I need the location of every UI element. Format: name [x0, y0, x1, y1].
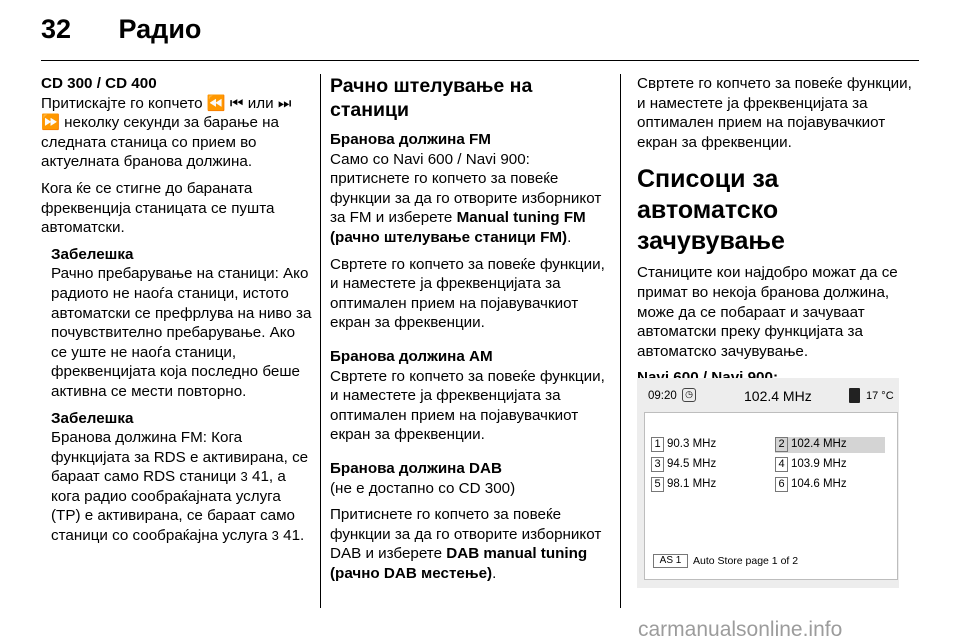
clock-icon: ◷	[682, 388, 696, 402]
page-title: Радио	[118, 14, 202, 44]
page-ref-arrow-icon[interactable]: 3	[240, 469, 248, 485]
page-ref-arrow-icon[interactable]: 3	[271, 528, 279, 544]
note-title: Забелешка	[51, 409, 134, 427]
screen-time: 09:20	[648, 390, 677, 402]
preset-frequency: 104.6 MHz	[791, 478, 847, 490]
note-text: Бранова должина FM: Кога функцијата за RDS е активирана, се бараат само RDS станици	[51, 429, 309, 486]
preset-frequency: 94.5 MHz	[667, 458, 717, 470]
preset-frequency: 102.4 MHz	[791, 438, 847, 450]
autostore-button[interactable]: AS 1	[653, 554, 688, 568]
autostore-heading: Списоци за автоматско зачувување	[637, 165, 785, 256]
tune-text: Свртете го копчето за повеќе функции, и наместете ја фреквенцијата за оптимален прием на појавувачкиот екран за фреквенции.	[637, 75, 912, 151]
column-1	[41, 74, 313, 553]
preset-5[interactable]	[651, 477, 716, 493]
preset-number: 4	[775, 457, 788, 472]
preset-number: 2	[775, 437, 788, 452]
preset-3[interactable]	[651, 457, 716, 473]
am-text: Свртете го копчето за повеќе функции, и наместете ја фреквенцијата за оптимален прием на појавувачкиот екран за фреквенции.	[330, 367, 605, 444]
preset-frequency: 90.3 MHz	[667, 438, 717, 450]
screen-frequency: 102.4 MHz	[744, 388, 812, 404]
column-divider-2	[620, 74, 621, 608]
note-fm-rds	[41, 409, 313, 546]
preset-2[interactable]	[775, 437, 885, 453]
preset-number: 6	[775, 477, 788, 492]
fm-tune-text: Свртете го копчето за повеќе функции, и наместете ја фреквенцијата за оптимален прием на појавувачкиот екран за фреквенции.	[330, 255, 605, 332]
phone-icon	[849, 388, 860, 403]
note-text: 41, а кога радио сообраќајната услуга (TP) е активирана, се бараат само станици со сообраќајна услуга	[51, 468, 295, 545]
dab-heading: Бранова должина DAB	[330, 459, 502, 477]
dab-note: (не е достапно со CD 300)	[330, 479, 516, 497]
autostore-page-label: Auto Store page 1 of 2	[693, 555, 799, 567]
dab-text-part: Притиснете го копчето за повеќе функции за да го отворите изборникот DAB и изберете	[330, 506, 602, 563]
preset-frequency: 98.1 MHz	[667, 478, 717, 490]
fm-heading: Бранова должина FM	[330, 131, 491, 148]
radio-screen	[637, 378, 899, 588]
column-divider-1	[320, 74, 321, 608]
fm-menu-item: Manual tuning FM (рачно штелување станици FM)	[330, 209, 586, 246]
cd-heading: CD 300 / CD 400	[41, 75, 157, 92]
note-text: Рачно пребарување на станици: Ако радиото не наоѓа станици, истото автоматски се префрлува на ниво за почувствително пребарување. Ако се уште не наоѓа станици, фреквенцијата која последно беше активна се мести повторно.	[51, 265, 312, 400]
preset-frequency: 103.9 MHz	[791, 458, 847, 470]
screen-temperature: 17 °C	[866, 390, 894, 402]
preset-1[interactable]	[651, 437, 716, 453]
screen-status-bar	[644, 386, 898, 408]
page-number: 32	[41, 14, 72, 44]
note-text: 41.	[283, 527, 305, 545]
note-manual-search	[41, 245, 313, 402]
dab-text: Притиснете го копчето за повеќе функции за да го отворите изборникот DAB и изберете DAB manual tuning (рачно DAB местење).	[330, 506, 602, 582]
preset-number: 5	[651, 477, 664, 492]
fm-text: Само со Navi 600 / Navi 900: притиснете го копчето за повеќе функции за да го отворите изборникот за FM и изберете Manual tuning FM (рачно штелување станици FM).	[330, 150, 602, 246]
page-header	[41, 14, 201, 45]
column-2	[330, 74, 610, 590]
preset-4[interactable]	[775, 457, 847, 473]
preset-number: 1	[651, 437, 664, 452]
manual-tuning-heading: Рачно штелување на станици	[330, 75, 533, 121]
preset-6[interactable]	[775, 477, 847, 493]
note-title: Забелешка	[51, 245, 134, 263]
dab-menu-item: DAB manual tuning (рачно DAB местење)	[330, 545, 588, 582]
cd-seek-text: Притискајте го копчето ⏪ ⏮ или ⏭ ⏩ неколку секунди за барање на следната станица со прием во актуелната бранова должина.	[41, 94, 292, 171]
fm-text-part: Само со Navi 600 / Navi 900: притиснете го копчето за повеќе функции за да го отворите изборникот за FM и изберете	[330, 150, 602, 227]
header-rule	[41, 60, 919, 61]
watermark: carmanualsonline.info	[638, 618, 843, 641]
column-3	[637, 74, 917, 388]
cd-auto-text: Кога ќе се стигне до бараната фреквенција станицата се пушта автоматски.	[41, 179, 275, 237]
preset-number: 3	[651, 457, 664, 472]
am-heading: Бранова должина AM	[330, 347, 493, 365]
autostore-text: Станиците кои најдобро можат да се примат во некоја бранова должина, може да се побараат и зачуваат автоматски преку функцијата за автоматско зачувување.	[637, 264, 898, 360]
